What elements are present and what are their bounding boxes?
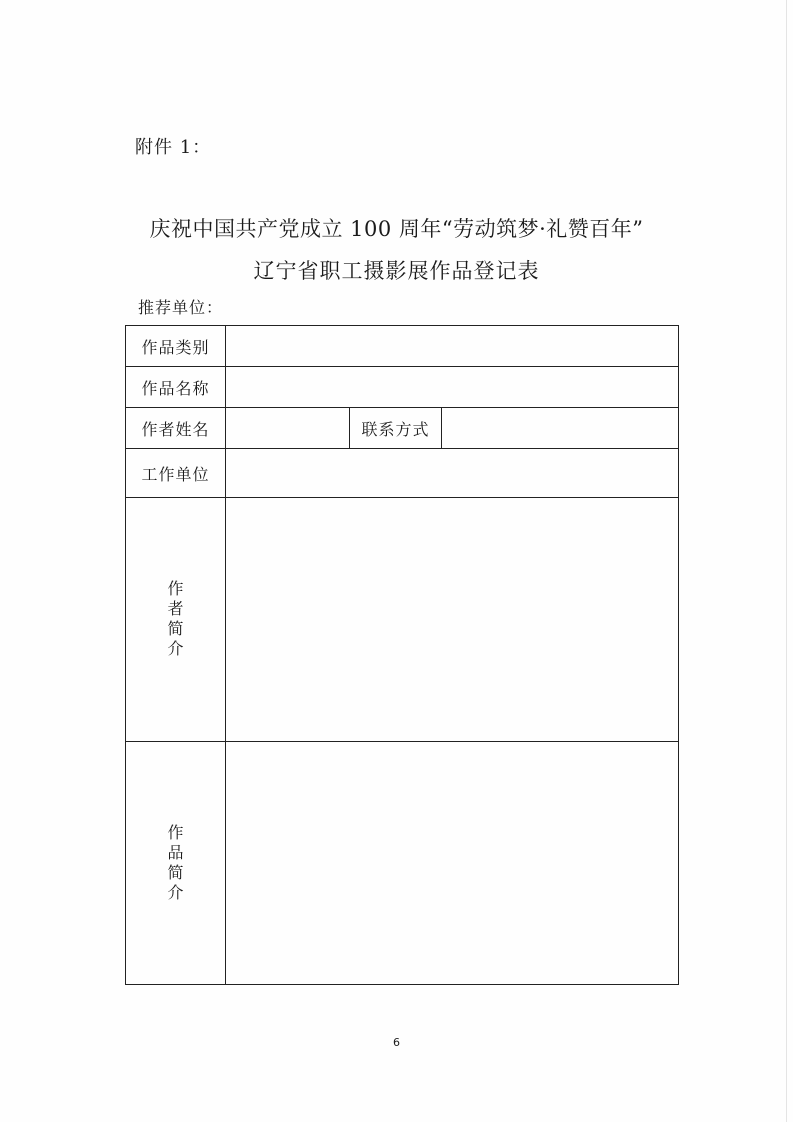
work-category-field[interactable] [226, 326, 679, 367]
scan-edge-line [786, 0, 787, 1122]
table-row [126, 326, 679, 367]
author-name-label: 作者姓名 [126, 408, 226, 449]
work-unit-field[interactable] [226, 449, 679, 498]
work-intro-field[interactable] [226, 741, 679, 984]
author-intro-field[interactable] [226, 498, 679, 741]
work-unit-label: 工作单位 [126, 449, 226, 498]
work-category-label: 作品类别 [126, 326, 226, 367]
table-row [126, 449, 679, 498]
author-intro-label-cell [126, 498, 226, 741]
table-row [126, 408, 679, 449]
work-intro-label: 作品简介 [167, 822, 184, 902]
registration-form-table [125, 325, 679, 985]
document-title-line2: 辽宁省职工摄影展作品登记表 [253, 259, 540, 283]
work-name-label: 作品名称 [126, 367, 226, 408]
contact-field[interactable] [442, 408, 679, 449]
work-name-field[interactable] [226, 367, 679, 408]
table-row [126, 498, 679, 741]
table-row [126, 741, 679, 984]
document-title-line1: 庆祝中国共产党成立 100 周年“劳动筑梦·礼赞百年” [149, 217, 644, 241]
author-name-field[interactable] [226, 408, 350, 449]
table-row [126, 367, 679, 408]
recommend-unit-label: 推荐单位： [138, 298, 224, 317]
contact-label: 联系方式 [350, 408, 442, 449]
page-number: 6 [393, 1036, 400, 1049]
author-intro-label: 作者简介 [167, 579, 184, 659]
work-intro-label-cell [126, 741, 226, 984]
attachment-label: 附件 1： [135, 137, 212, 158]
